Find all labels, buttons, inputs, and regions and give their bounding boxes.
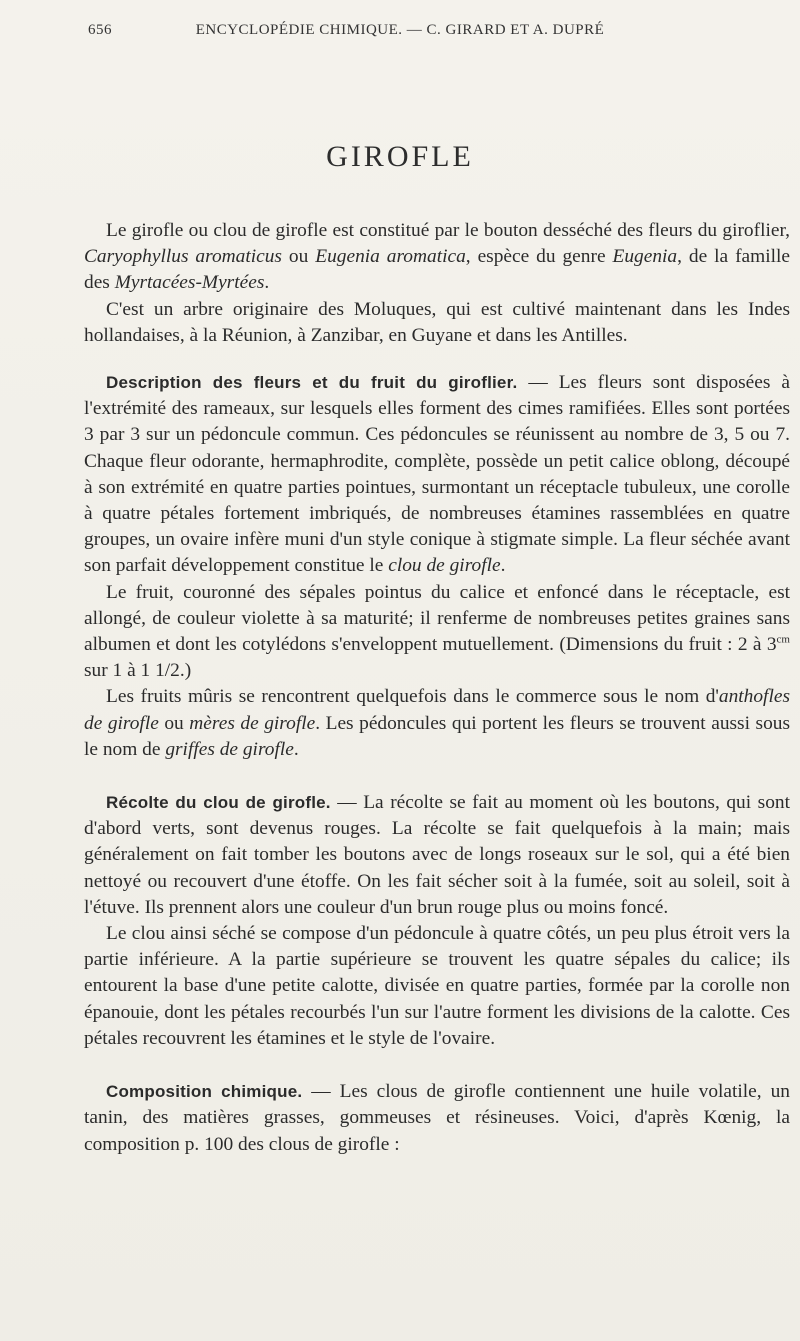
intro-paragraph-1: Le girofle ou clou de girofle est constitué par le bouton desséché des fleurs du giroflier, Caryophyllus aromaticus ou Eugenia aromatica, espèce du genre Eugenia, de la famille des Myrtacées-Myrtées. [84,220,790,294]
intro-paragraph-2: C'est un arbre originaire des Moluques, qui est cultivé maintenant dans les Indes hollandaises, à la Réunion, à Zanzibar, en Guyane et dans les Antilles. [84,298,790,346]
harvest-paragraph-2: Le clou ainsi séché se compose d'un pédoncule à quatre côtés, un peu plus étroit vers la partie inférieure. A la partie supérieure se trouvent les quatre sépales du calice; ils entourent la base d'une petite calotte, divisée en quatre parties, formée par la corolle non épanouie, dont les pétales recourbés l'un sur l'autre forment les divisions de la calotte. Ces pétales recouvrent les étamines et le style de l'ovaire. [84,923,790,1049]
composition-paragraph: Composition chimique. — Les clous de girofle contiennent une huile volatile, un tanin, des matières grasses, gommeuses et résineuses. Voici, d'après Kœnig, la composition p. 100 des clous de girofle : [84,1081,790,1155]
running-title: ENCYCLOPÉDIE CHIMIQUE. — C. GIRARD ET A. DUPRÉ [195,22,605,38]
description-paragraph-2: Le fruit, couronné des sépales pointus du calice et enfoncé dans le réceptacle, est allongé, de couleur violette à sa maturité; il renferme de nombreuses petites graines sans albumen et dont les cotylédons s'enveloppent mutuellement. (Dimensions du fruit : 2 à $3^{cm}$ sur 1 à 1 1/2.) [84,581,790,682]
page-header [88,22,688,39]
harvest-heading: Récolte du clou de girofle. [106,793,331,813]
description-paragraph-1: Description des fleurs et du fruit du giroflier. — Les fleurs sont disposées à l'extrémité des rameaux, sur lesquels elles forment des cimes ramifiées. Elles sont portées 3 par 3 sur un pédoncule commun. Ces pédoncules se réunissent au nombre de 3, 5 ou 7. Chaque fleur odorante, hermaphrodite, complète, possède un petit calice oblong, découpé à son extrémité en quatre parties pointues, surmontant un réceptacle tubuleux, une corolle à quatre pétales fortement imbriqués, de nombreuses étamines rassemblées en quatre groupes, un ovaire infère muni d'un style conique à stigmate simple. La fleur séchée avant son parfait développement constitue le clou de girofle. [84,372,790,577]
section-title: GIROFLE [326,140,474,173]
body-text [84,218,790,1158]
description-heading: Description des fleurs et du fruit du giroflier. [106,373,518,393]
composition-heading: Composition chimique. [106,1082,303,1102]
harvest-paragraph-1: Récolte du clou de girofle. — La récolte se fait au moment où les boutons, qui sont d'abord verts, sont devenus rouges. La récolte se fait quelquefois à la main; mais généralement on fait tomber les boutons avec de longs roseaux sur le sol, qui a été bien nettoyé ou recouvert d'une étoffe. On les fait sécher soit à la fumée, soit au soleil, soit à l'étuve. Ils prennent alors une couleur d'un brun rouge plus ou moins foncé. [84,792,790,918]
page-number: 656 [88,22,112,38]
description-paragraph-3: Les fruits mûris se rencontrent quelquefois dans le commerce sous le nom d'anthofles de girofle ou mères de girofle. Les pédoncules qui portent les fleurs se trouvent aussi sous le nom de griffes de girofle. [84,686,790,760]
